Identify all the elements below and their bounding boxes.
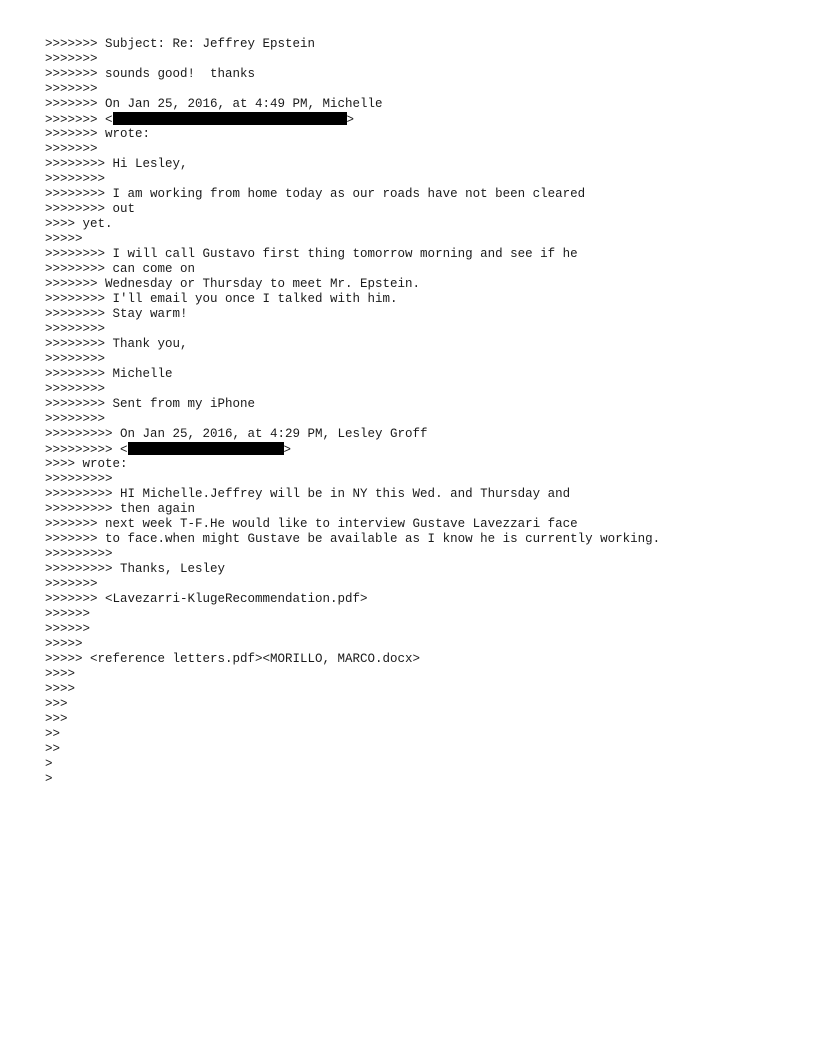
text-line: >>>>>>>> Thank you, [45, 337, 188, 351]
text-line: >>>>>>>> [45, 172, 106, 186]
text-line: >>>>>>> [45, 142, 98, 156]
text-line: > [45, 772, 53, 786]
text-line: >>>>>>> sounds good! thanks [45, 67, 256, 81]
text-line: >>>>>>>> [45, 352, 106, 366]
text-line: >>>>>>>> Michelle [45, 367, 173, 381]
text-line: >>>>>>>>> On Jan 25, 2016, at 4:29 PM, Lesley Groff [45, 427, 428, 441]
text-line: >> [45, 742, 61, 756]
text-line: >>>>>>>> I will call Gustavo first thing tomorrow morning and see if he [45, 247, 578, 261]
text-line-redacted [45, 442, 805, 457]
redaction-bar [113, 112, 347, 125]
text-line: >>>> [45, 682, 76, 696]
text-line: >>>>>>>>> [45, 547, 113, 561]
text-line: >>>>>>>> out [45, 202, 136, 216]
text-line: >>>>> <reference letters.pdf><MORILLO, MARCO.docx> [45, 652, 421, 666]
text-line: >>>>>>> [45, 577, 98, 591]
text-line: >>>>>>>>> Thanks, Lesley [45, 562, 226, 576]
text-line: >>> [45, 697, 68, 711]
text-line: >>>>>>>>> [45, 472, 113, 486]
text-line: >>>>>>> [45, 52, 98, 66]
text-segment: > [346, 113, 355, 127]
text-segment: >>>>>>> < [45, 113, 113, 127]
text-line: >>>>>>>> I'll email you once I talked with him. [45, 292, 398, 306]
text-line: >>>>>>>> Stay warm! [45, 307, 188, 321]
text-line: >>>> [45, 667, 76, 681]
text-line: >>>>>>>> [45, 322, 106, 336]
text-line: >>>> yet. [45, 217, 113, 231]
email-document [45, 37, 805, 787]
text-line: >>>>>>>> [45, 412, 106, 426]
text-line: >>>>>>> <Lavezarri-KlugeRecommendation.pdf> [45, 592, 368, 606]
text-line: >>>>>>>>> HI Michelle.Jeffrey will be in NY this Wed. and Thursday and [45, 487, 571, 501]
text-segment: > [283, 443, 292, 457]
text-line: >>>>> [45, 232, 83, 246]
text-line: >>>>>>> Wednesday or Thursday to meet Mr. Epstein. [45, 277, 421, 291]
text-line: >>>>>>> [45, 82, 98, 96]
text-line: >>>>>> [45, 622, 91, 636]
text-line: >>>>>>>> [45, 382, 106, 396]
text-line: >>>>>>> Subject: Re: Jeffrey Epstein [45, 37, 316, 51]
text-line: >>>>>>> wrote: [45, 127, 151, 141]
text-line: >>>>>>> to face.when might Gustave be available as I know he is currently working. [45, 532, 661, 546]
text-line: >>>>> [45, 637, 83, 651]
text-line: >>>>>>>> I am working from home today as our roads have not been cleared [45, 187, 586, 201]
text-line: >>>>>> [45, 607, 91, 621]
text-line: >>> [45, 712, 68, 726]
text-line: >>>> wrote: [45, 457, 128, 471]
text-line: >>>>>>>> Sent from my iPhone [45, 397, 256, 411]
text-line-redacted [45, 112, 805, 127]
redaction-bar [128, 442, 284, 455]
text-line: >>>>>>>> can come on [45, 262, 196, 276]
text-line: >>>>>>>> Hi Lesley, [45, 157, 188, 171]
text-line: >>>>>>> next week T-F.He would like to interview Gustave Lavezzari face [45, 517, 578, 531]
text-line: >> [45, 727, 61, 741]
text-segment: >>>>>>>>> < [45, 443, 128, 457]
text-line: > [45, 757, 53, 771]
text-line: >>>>>>>>> then again [45, 502, 196, 516]
text-line: >>>>>>> On Jan 25, 2016, at 4:49 PM, Michelle [45, 97, 383, 111]
